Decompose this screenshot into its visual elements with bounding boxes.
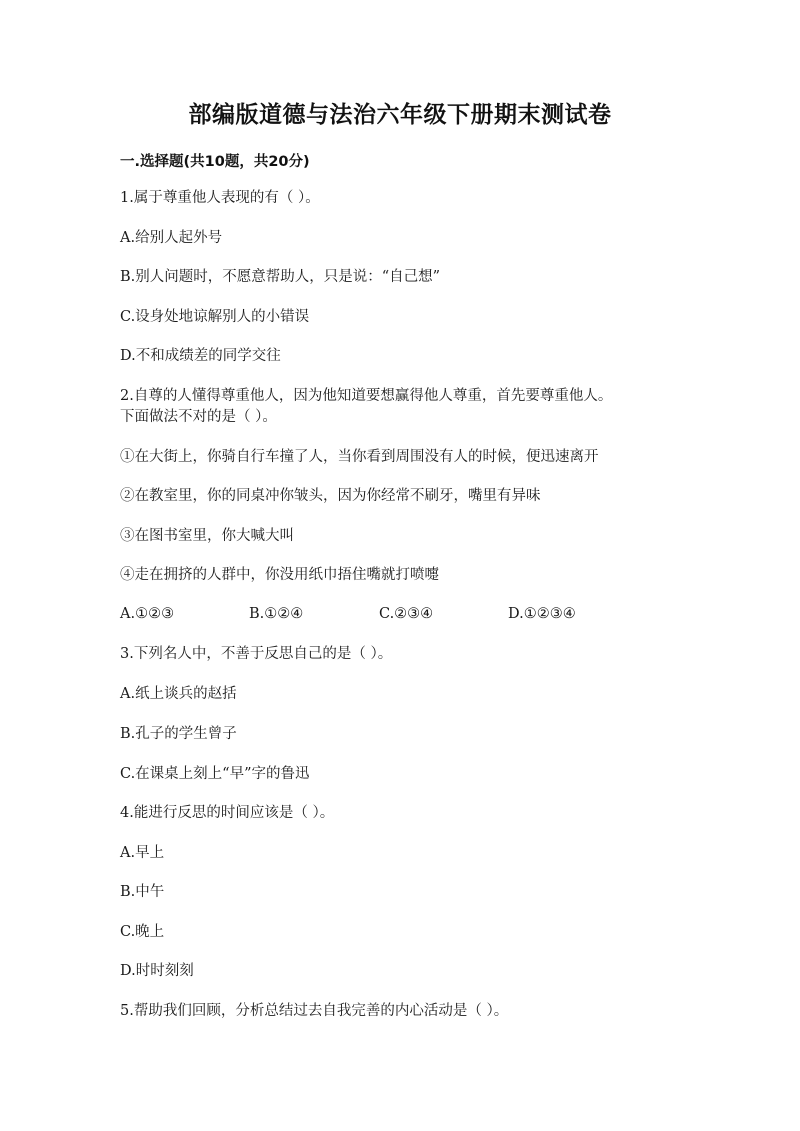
question-2-options-row <box>120 604 680 626</box>
page-title: 部编版道德与法治六年级下册期末测试卷 <box>188 101 612 128</box>
question-3-stem: 3.下列名人中，不善于反思自己的是（ ）。 <box>120 646 393 662</box>
question-2-option-c: C.②③④ <box>379 606 434 622</box>
question-2-statement-2: ②在教室里，你的同桌冲你皱头，因为你经常不刷牙，嘴里有异味 <box>120 488 541 504</box>
question-2-statement-1: ①在大街上，你骑自行车撞了人，当你看到周围没有人的时候，便迅速离开 <box>120 449 599 465</box>
question-1-option-d: D.不和成绩差的同学交往 <box>120 348 281 364</box>
question-2-option-b: B.①②④ <box>249 606 304 622</box>
question-3-option-c: C.在课桌上刻上“早”字的鲁迅 <box>120 766 310 782</box>
question-3-option-b: B.孔子的学生曾子 <box>120 726 237 742</box>
question-4-option-d: D.时时刻刻 <box>120 963 194 979</box>
question-4-stem: 4.能进行反思的时间应该是（ ）。 <box>120 805 335 821</box>
question-1-option-a: A.给别人起外号 <box>120 230 223 246</box>
question-2-option-a: A.①②③ <box>120 606 175 622</box>
question-4-option-b: B.中午 <box>120 884 165 900</box>
question-2-stem-line-2: 下面做法不对的是（ ）。 <box>120 409 277 425</box>
question-1-stem: 1.属于尊重他人表现的有（ ）。 <box>120 190 320 206</box>
section-heading: 一.选择题(共10题，共20分) <box>120 154 310 170</box>
question-4-option-a: A.早上 <box>120 845 165 861</box>
question-4-option-c: C.晚上 <box>120 924 165 940</box>
question-1-option-c: C.设身处地谅解别人的小错误 <box>120 309 310 325</box>
question-2-statement-4: ④走在拥挤的人群中，你没用纸巾捂住嘴就打喷嚏 <box>120 567 439 583</box>
question-2-option-d: D.①②③④ <box>508 606 576 622</box>
question-5-stem: 5.帮助我们回顾，分析总结过去自我完善的内心活动是（ ）。 <box>120 1003 509 1019</box>
question-2-stem-line-1: 2.自尊的人懂得尊重他人，因为他知道要想赢得他人尊重，首先要尊重他人。 <box>120 388 613 404</box>
question-2-statement-3: ③在图书室里，你大喊大叫 <box>120 528 294 544</box>
question-1-option-b: B.别人问题时，不愿意帮助人，只是说：“自己想” <box>120 269 441 285</box>
question-3-option-a: A.纸上谈兵的赵括 <box>120 686 237 702</box>
